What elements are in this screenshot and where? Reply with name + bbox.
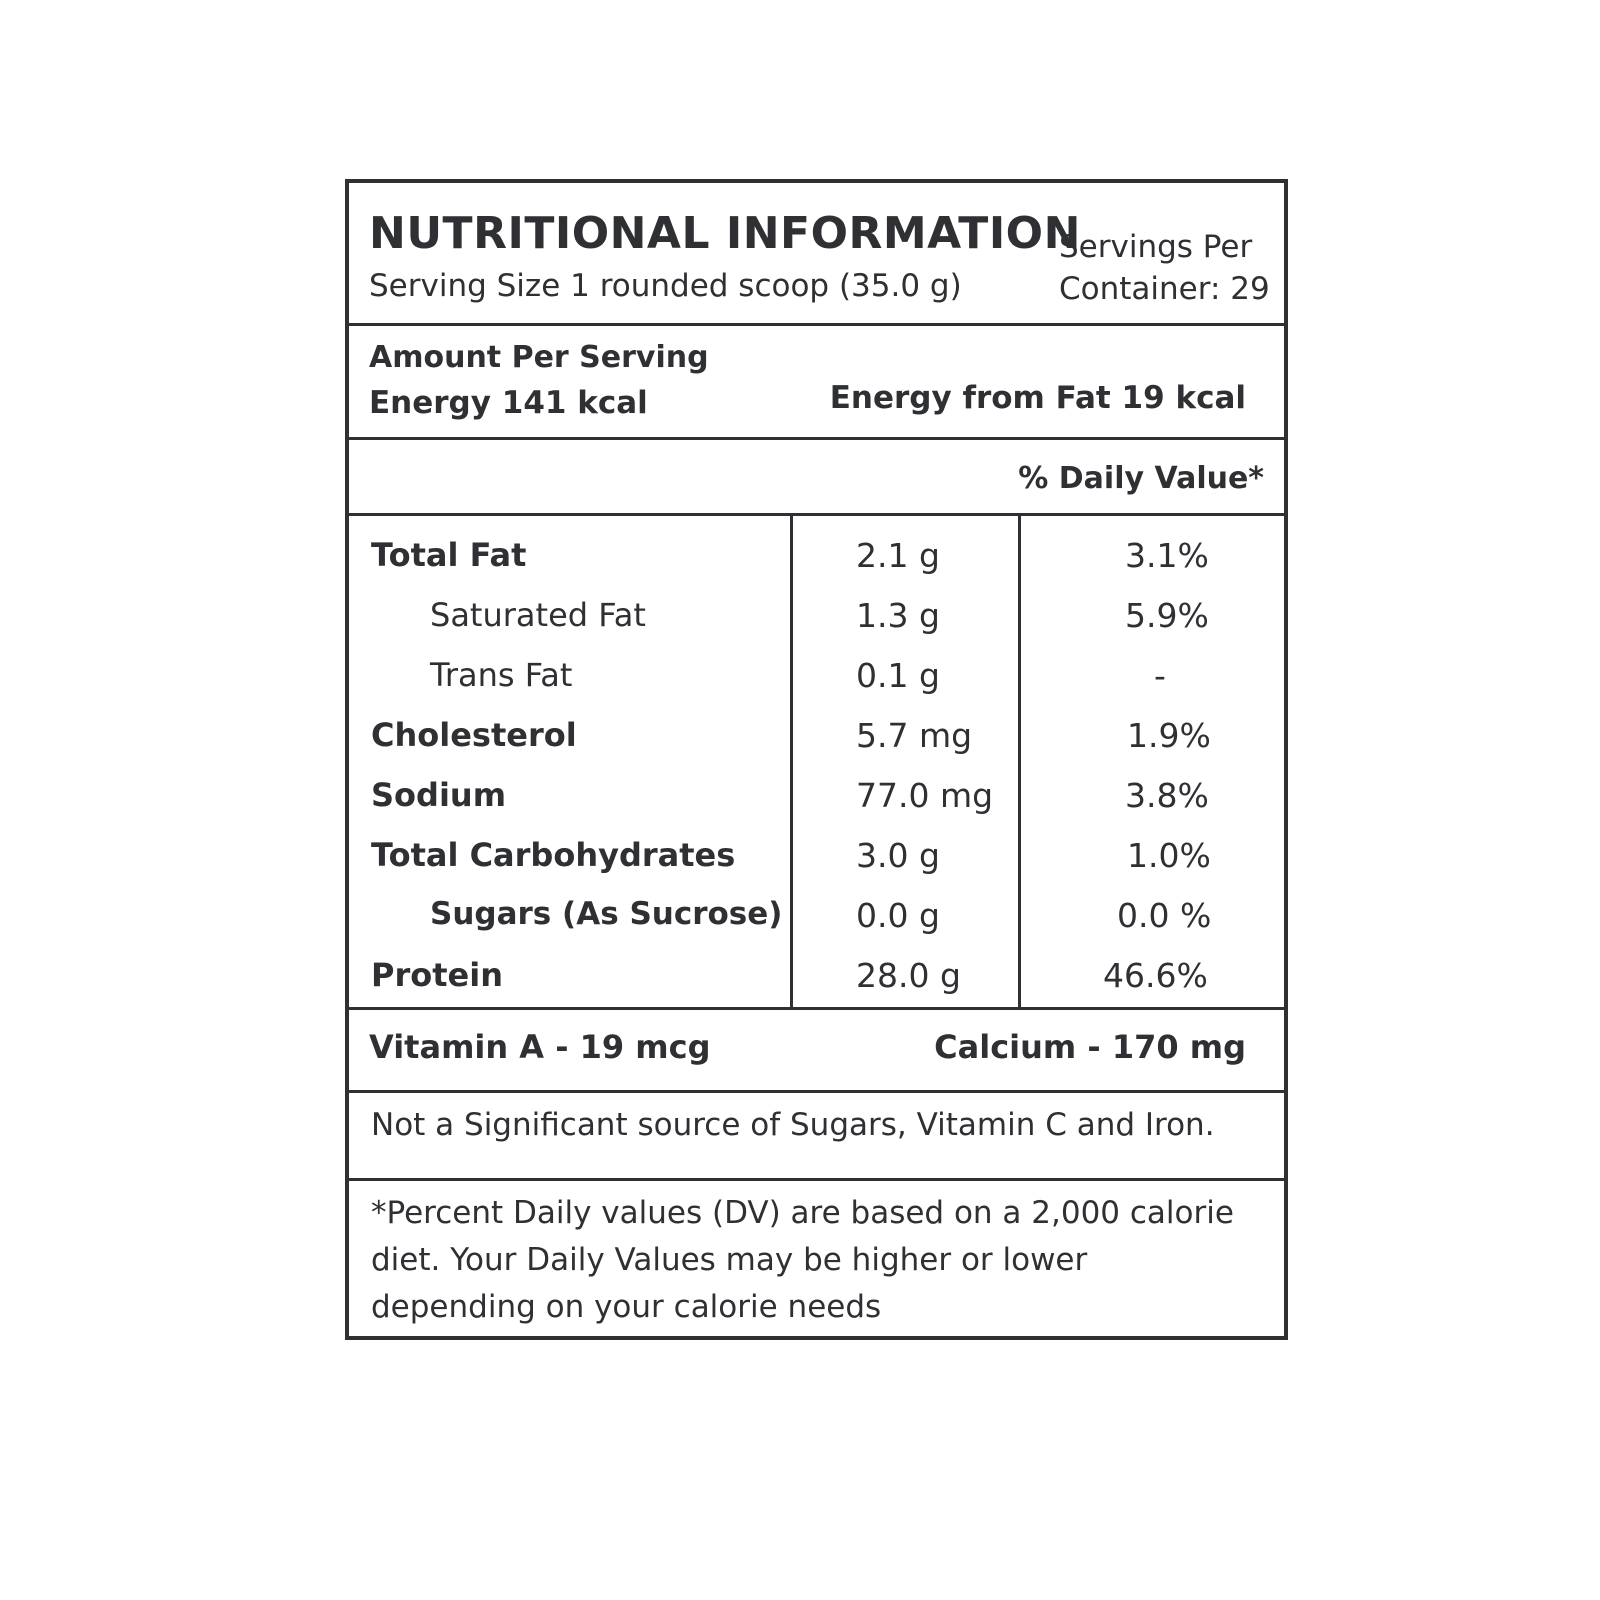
nutrient-dv: - bbox=[1154, 656, 1166, 695]
footnote-line: depending on your calorie needs bbox=[371, 1289, 882, 1325]
servings-per-container-line1: Servings Per bbox=[1059, 229, 1253, 265]
nutrient-amount: 2.1 g bbox=[856, 536, 940, 575]
nutrient-name: Sodium bbox=[371, 776, 507, 814]
daily-value-header: % Daily Value* bbox=[1018, 461, 1264, 496]
divider-amount bbox=[349, 437, 1284, 440]
divider-note bbox=[349, 1178, 1284, 1181]
servings-per-container-line2: Container: 29 bbox=[1059, 271, 1270, 307]
nutrient-name: Saturated Fat bbox=[430, 596, 646, 634]
nutrient-amount: 0.1 g bbox=[856, 656, 940, 695]
vitamin-a: Vitamin A - 19 mcg bbox=[369, 1028, 711, 1066]
footnote-line: diet. Your Daily Values may be higher or lower bbox=[371, 1242, 1088, 1278]
nutrient-dv: 0.0 % bbox=[1117, 896, 1212, 935]
not-significant-note: Not a Significant source of Sugars, Vitamin C and Iron. bbox=[371, 1107, 1215, 1143]
nutrient-dv: 3.8% bbox=[1125, 776, 1209, 815]
nutrient-dv: 1.0% bbox=[1127, 836, 1211, 875]
calcium: Calcium - 170 mg bbox=[934, 1028, 1246, 1066]
nutrient-amount: 1.3 g bbox=[856, 596, 940, 635]
nutrient-amount: 0.0 g bbox=[856, 896, 940, 935]
nutrient-amount: 28.0 g bbox=[856, 956, 961, 995]
energy-from-fat: Energy from Fat 19 kcal bbox=[829, 380, 1246, 416]
nutrient-amount: 5.7 mg bbox=[856, 716, 973, 755]
nutrient-dv: 46.6% bbox=[1103, 956, 1208, 995]
divider-nutrients bbox=[349, 1007, 1284, 1010]
energy: Energy 141 kcal bbox=[369, 385, 648, 421]
amount-per-serving: Amount Per Serving bbox=[369, 340, 709, 375]
divider-dv-header bbox=[349, 513, 1284, 516]
footnote-line: *Percent Daily values (DV) are based on a 2,000 calorie bbox=[371, 1195, 1234, 1231]
divider-vitamins bbox=[349, 1090, 1284, 1093]
serving-size: Serving Size 1 rounded scoop (35.0 g) bbox=[369, 268, 962, 304]
nutrient-name: Total Carbohydrates bbox=[371, 836, 736, 874]
nutrient-amount: 3.0 g bbox=[856, 836, 940, 875]
nutrient-dv: 3.1% bbox=[1125, 536, 1209, 575]
nutrient-name: Cholesterol bbox=[371, 716, 577, 754]
nutrient-name: Protein bbox=[371, 956, 503, 994]
nutrient-name: Sugars (As Sucrose) bbox=[430, 896, 783, 932]
nutrient-amount: 77.0 mg bbox=[856, 776, 994, 815]
nutrient-name: Total Fat bbox=[371, 536, 527, 574]
column-divider-amount bbox=[790, 513, 793, 1007]
nutrient-dv: 1.9% bbox=[1127, 716, 1211, 755]
nutrient-dv: 5.9% bbox=[1125, 596, 1209, 635]
column-divider-dv bbox=[1018, 513, 1021, 1007]
nutrition-facts-label bbox=[345, 179, 1288, 1340]
label-title: NUTRITIONAL INFORMATION bbox=[369, 208, 1081, 259]
nutrient-name: Trans Fat bbox=[430, 656, 573, 694]
divider-header bbox=[349, 323, 1284, 326]
